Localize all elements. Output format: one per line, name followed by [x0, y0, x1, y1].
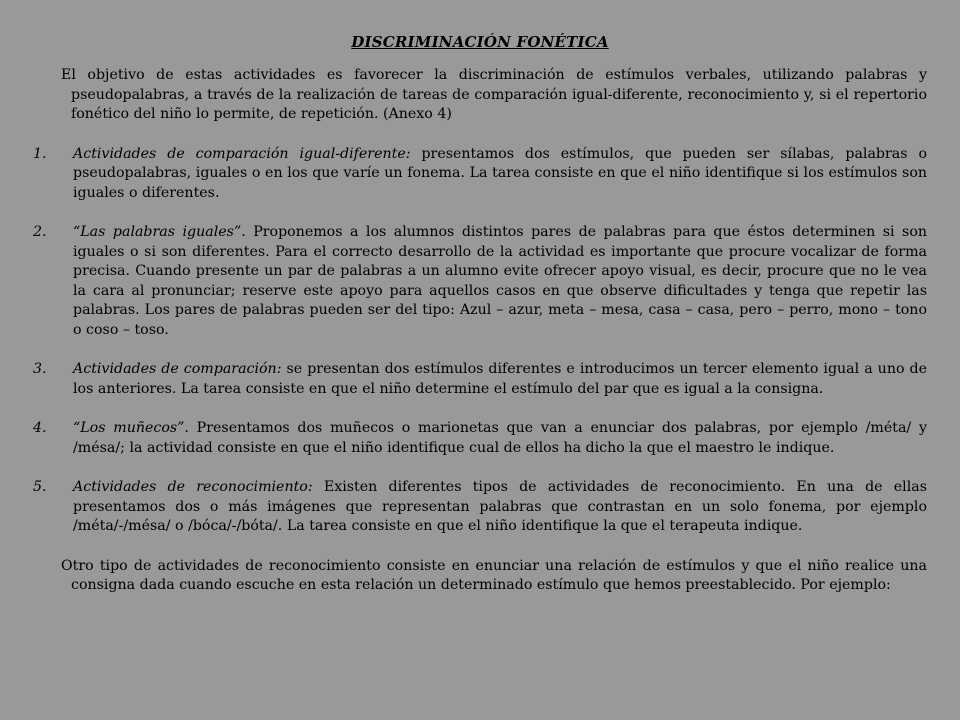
list-item-body: presentamos dos estímulos, que pueden ser sílabas, palabras o pseudopalabras, iguales o en los que varíe un fonema. La tarea consiste en que el niño identifique si los estímulos son iguales o diferentes. [73, 145, 927, 201]
list-item-body: Presentamos dos muñecos o marionetas que van a enunciar dos palabras, por ejemplo /méta/ y /mésa/; la actividad consiste en que el niño identifique cual de ellos ha dicho la que el maestro le indique. [73, 420, 927, 456]
intro-paragraph: El objetivo de estas actividades es favorecer la discriminación de estímulos verbales, utilizando palabras y pseudopalabras, a través de la realización de tareas de comparación igual-diferente, reconocimiento y, si el repertorio fonético del niño lo permite, de repetición. (Anexo 4) [61, 67, 927, 122]
list-item-lead: “Los muñecos”. [73, 420, 189, 436]
list-item [33, 478, 927, 537]
list-item-body: Existen diferentes tipos de actividades de reconocimiento. En una de ellas presentamos dos o más imágenes que representan palabras que contrastan en un solo fonema, por ejemplo /méta/-/mésa/ o /bóca/-/bóta/. La tarea consiste en que el niño identifique la que el terapeuta indique. [73, 479, 927, 534]
list-item-number: 1. [33, 145, 47, 162]
list-item-body: se presentan dos estímulos diferentes e introducimos un tercer elemento igual a uno de los anteriores. La tarea consiste en que el niño determine el estímulo del par que es igual a la consigna. [73, 361, 927, 397]
list-item-number: 2. [33, 224, 47, 240]
list-item-text [73, 223, 927, 340]
list-item-lead: Actividades de reconocimiento: [73, 479, 313, 495]
list-item-number: 5. [33, 479, 47, 495]
list-item [33, 145, 927, 204]
list-item [33, 223, 927, 340]
page-title: DISCRIMINACIÓN FONÉTICA [351, 33, 609, 51]
list-item-text [73, 360, 927, 399]
list-item-text [73, 145, 927, 204]
list-item-lead: Actividades de comparación igual-diferente: [73, 145, 411, 162]
list-item-lead: Actividades de comparación: [73, 361, 282, 377]
list-item-body: Proponemos a los alumnos distintos pares de palabras para que éstos determinen si son iguales o si son diferentes. Para el correcto desarrollo de la actividad es importante que procure vocalizar de forma precisa. Cuando presente un par de palabras a un alumno evite ofrecer apoyo visual, es decir, procure que no le vea la cara al pronunciar; reserve este apoyo para aquellos casos en que observe dificultades y tenga que repetir las palabras. Los pares de palabras pueden ser del tipo: Azul – azur, meta – mesa, casa – casa, pero – perro, mono – tono o coso – toso. [73, 224, 927, 338]
list-item-text [73, 478, 927, 537]
list-item-number: 4. [33, 420, 47, 436]
list-item [33, 419, 927, 458]
list-item-number: 3. [33, 361, 47, 377]
closing-paragraph: Otro tipo de actividades de reconocimiento consiste en enunciar una relación de estímulos y que el niño realice una consigna dada cuando escuche en esta relación un determinado estímulo que hemos preestablecido. Por ejemplo: [61, 557, 927, 593]
list-item [33, 360, 927, 399]
list-item-text [73, 419, 927, 458]
list-item-lead: “Las palabras iguales”. [73, 224, 246, 240]
